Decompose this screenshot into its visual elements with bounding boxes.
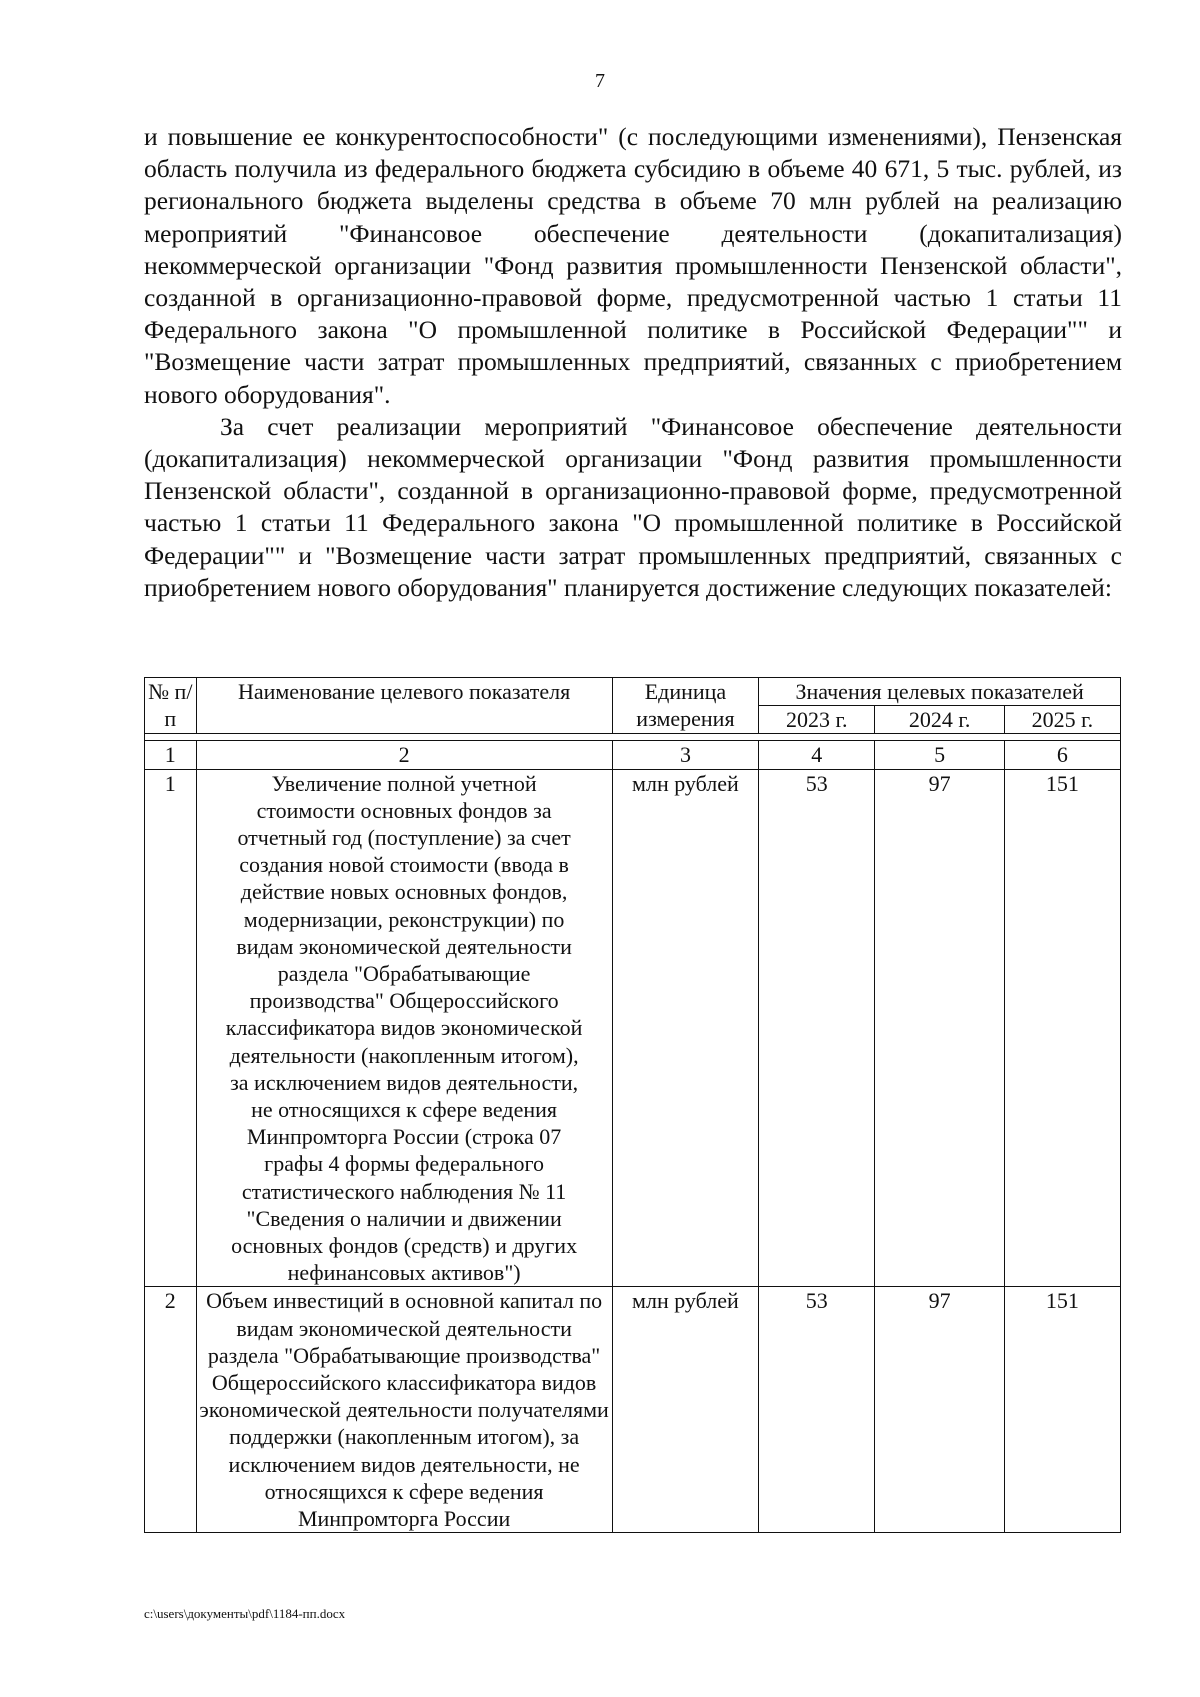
index-cell: 6	[1004, 741, 1120, 769]
header-name: Наименование целевого показателя	[196, 678, 612, 734]
row-unit: млн рублей	[612, 1287, 759, 1533]
header-year-2024: 2024 г.	[875, 706, 1004, 734]
row-value-2024: 97	[875, 1287, 1004, 1533]
row-value-2025: 151	[1004, 769, 1120, 1287]
row-value-2024: 97	[875, 769, 1004, 1287]
row-indicator-name: Объем инвестиций в основной капитал по видам экономической деятельности раздела "Обрабатывающие производства" Общероссийского классификатора видов экономической деятельности получателями поддержки (накопленным итогом), за исключением видов деятельности, не относящихся к сфере ведения Минпромторга России	[196, 1287, 612, 1533]
header-year-2023: 2023 г.	[759, 706, 875, 734]
row-value-2023: 53	[759, 1287, 875, 1533]
row-indicator-name: Увеличение полной учетной стоимости основных фондов за отчетный год (поступление) за счет создания новой стоимости (ввода в действие новых основных фондов, модернизации, реконструкции) по видам экономической деятельности раздела "Обрабатывающие производства" Общероссийского классификатора видов экономической деятельности (накопленным итогом), за исключением видов деятельности, не относящихся к сфере ведения Минпромторга России (строка 07 графы 4 формы федерального статистического наблюдения № 11 "Сведения о наличии и движении основных фондов (средств) и других нефинансовых активов")	[196, 769, 612, 1287]
row-value-2023: 53	[759, 769, 875, 1287]
index-cell: 5	[875, 741, 1004, 769]
paragraph-2: За счет реализации мероприятий "Финансовое обеспечение деятельности (докапитализация) некоммерческой организации "Фонд развития промышленности Пензенской области", созданной в организационно-правовой форме, предусмотренной частью 1 статьи 11 Федерального закона "О промышленной политике в Российской Федерации"" и "Возмещение части затрат промышленных предприятий, связанных с приобретением нового оборудования" планируется достижение следующих показателей:	[144, 411, 1122, 602]
row-value-2025: 151	[1004, 1287, 1120, 1533]
body-text	[144, 121, 1122, 604]
row-unit: млн рублей	[612, 769, 759, 1287]
table-index-row	[145, 741, 1121, 769]
index-cell: 3	[612, 741, 759, 769]
file-path-footer: c:\users\документы\pdf\1184-пп.docx	[144, 1606, 346, 1621]
table-header-row-1	[145, 678, 1121, 706]
index-cell: 4	[759, 741, 875, 769]
header-values-group: Значения целевых показателей	[759, 678, 1121, 706]
page-number: 7	[595, 70, 605, 92]
header-year-2025: 2025 г.	[1004, 706, 1120, 734]
header-unit: Единица измерения	[612, 678, 759, 734]
index-cell: 2	[196, 741, 612, 769]
header-num: № п/п	[145, 678, 197, 734]
paragraph-1: и повышение ее конкурентоспособности" (с последующими изменениями), Пензенская область получила из федерального бюджета субсидию в объеме 40 671, 5 тыс. рублей, из регионального бюджета выделены средства в объеме 70 млн рублей на реализацию мероприятий "Финансовое обеспечение деятельности (докапитализация) некоммерческой организации "Фонд развития промышленности Пензенской области", созданной в организационно-правовой форме, предусмотренной частью 1 статьи 11 Федерального закона "О промышленной политике в Российской Федерации"" и "Возмещение части затрат промышленных предприятий, связанных с приобретением нового оборудования".	[144, 122, 1122, 409]
row-num: 2	[145, 1287, 197, 1533]
row-num: 1	[145, 769, 197, 1287]
table-spacer	[145, 734, 1121, 741]
index-cell: 1	[145, 741, 197, 769]
table-row	[145, 1287, 1121, 1533]
indicators-table	[144, 677, 1121, 1533]
table-row	[145, 769, 1121, 1287]
